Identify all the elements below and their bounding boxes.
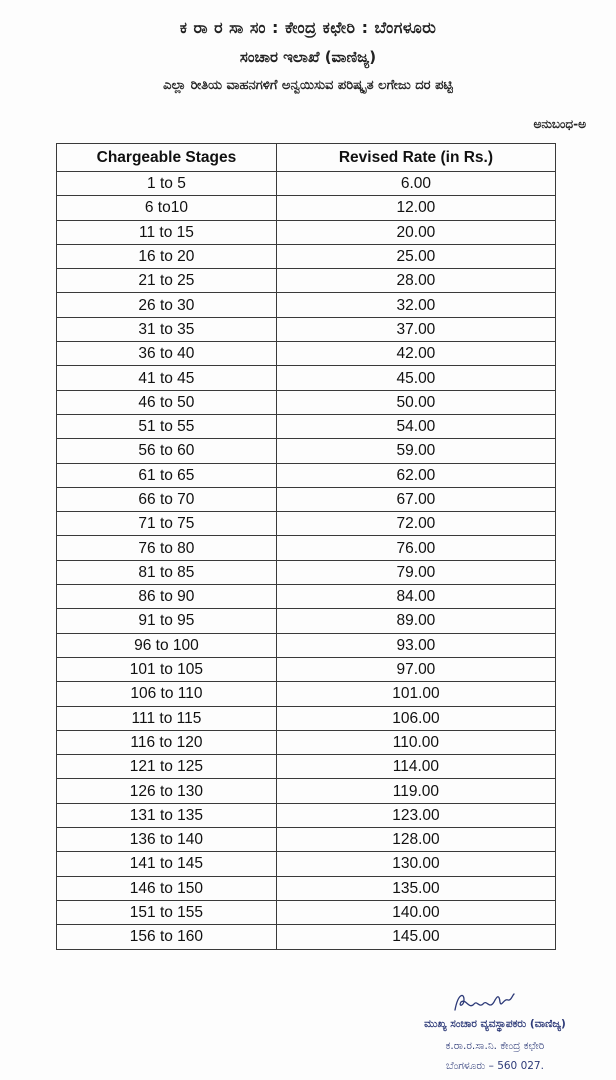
rate-cell: 28.00	[276, 269, 555, 293]
stage-range-cell: 66 to 70	[57, 487, 277, 511]
signatory-office: ಕ.ರಾ.ರ.ಸಾ.ನಿ. ಕೇಂದ್ರ ಕಛೇರಿ	[445, 1040, 545, 1052]
rate-cell: 97.00	[276, 657, 555, 681]
table-row	[57, 172, 556, 196]
table-row	[57, 560, 556, 584]
stage-range-cell: 121 to 125	[57, 755, 277, 779]
stage-range-cell: 96 to 100	[57, 633, 277, 657]
rate-cell: 89.00	[276, 609, 555, 633]
rate-cell: 93.00	[276, 633, 555, 657]
signatory-designation: ಮುಖ್ಯ ಸಂಚಾರ ವ್ಯವಸ್ಥಾಪಕರು (ವಾಣಿಜ್ಯ)	[424, 1018, 566, 1030]
stage-range-cell: 86 to 90	[57, 585, 277, 609]
stage-range-cell: 51 to 55	[57, 414, 277, 438]
table-row	[57, 390, 556, 414]
stage-range-cell: 26 to 30	[57, 293, 277, 317]
stage-range-cell: 81 to 85	[57, 560, 277, 584]
rate-cell: 12.00	[276, 196, 555, 220]
stage-range-cell: 56 to 60	[57, 439, 277, 463]
signatory-city: ಬೆಂಗಳೂರು – 560 027.	[446, 1060, 544, 1072]
rate-cell: 72.00	[276, 512, 555, 536]
table-row	[57, 900, 556, 924]
table-row	[57, 633, 556, 657]
table-row	[57, 414, 556, 438]
table-row	[57, 293, 556, 317]
table-row	[57, 755, 556, 779]
table-row	[57, 657, 556, 681]
stage-range-cell: 126 to 130	[57, 779, 277, 803]
table-row	[57, 585, 556, 609]
stage-range-cell: 106 to 110	[57, 682, 277, 706]
rate-cell: 59.00	[276, 439, 555, 463]
rate-cell: 25.00	[276, 244, 555, 268]
rate-cell: 79.00	[276, 560, 555, 584]
annexure-label: ಅನುಬಂಧ-ಅ	[533, 117, 586, 131]
table-row	[57, 366, 556, 390]
stage-range-cell: 31 to 35	[57, 317, 277, 341]
rate-cell: 114.00	[276, 755, 555, 779]
table-row	[57, 463, 556, 487]
stage-range-cell: 36 to 40	[57, 342, 277, 366]
rate-cell: 135.00	[276, 876, 555, 900]
rate-cell: 119.00	[276, 779, 555, 803]
rate-cell: 20.00	[276, 220, 555, 244]
table-row	[57, 269, 556, 293]
table-row	[57, 706, 556, 730]
table-row	[57, 925, 556, 949]
stage-range-cell: 136 to 140	[57, 828, 277, 852]
stage-range-cell: 71 to 75	[57, 512, 277, 536]
rate-cell: 123.00	[276, 803, 555, 827]
rate-cell: 84.00	[276, 585, 555, 609]
luggage-rate-table	[56, 143, 556, 950]
rate-cell: 54.00	[276, 414, 555, 438]
column-header-stages: Chargeable Stages	[57, 144, 277, 172]
stage-range-cell: 101 to 105	[57, 657, 277, 681]
table-body	[57, 172, 556, 950]
stage-range-cell: 146 to 150	[57, 876, 277, 900]
column-header-rate: Revised Rate (in Rs.)	[276, 144, 555, 172]
rate-cell: 37.00	[276, 317, 555, 341]
table-row	[57, 803, 556, 827]
table-row	[57, 196, 556, 220]
stage-range-cell: 11 to 15	[57, 220, 277, 244]
table-row	[57, 609, 556, 633]
rate-cell: 6.00	[276, 172, 555, 196]
rate-cell: 45.00	[276, 366, 555, 390]
rate-cell: 62.00	[276, 463, 555, 487]
stage-range-cell: 41 to 45	[57, 366, 277, 390]
table-row	[57, 487, 556, 511]
stage-range-cell: 61 to 65	[57, 463, 277, 487]
table-row	[57, 439, 556, 463]
rate-cell: 67.00	[276, 487, 555, 511]
table-row	[57, 852, 556, 876]
stage-range-cell: 16 to 20	[57, 244, 277, 268]
table-row	[57, 342, 556, 366]
stage-range-cell: 131 to 135	[57, 803, 277, 827]
table-header-row	[57, 144, 556, 172]
stage-range-cell: 6 to10	[57, 196, 277, 220]
rate-cell: 76.00	[276, 536, 555, 560]
rate-cell: 128.00	[276, 828, 555, 852]
stage-range-cell: 111 to 115	[57, 706, 277, 730]
table-row	[57, 536, 556, 560]
table-row	[57, 876, 556, 900]
signature-scribble	[452, 990, 516, 1016]
rate-cell: 106.00	[276, 706, 555, 730]
table-row	[57, 244, 556, 268]
stage-range-cell: 46 to 50	[57, 390, 277, 414]
stage-range-cell: 156 to 160	[57, 925, 277, 949]
stage-range-cell: 1 to 5	[57, 172, 277, 196]
table-row	[57, 682, 556, 706]
org-title: ಕ ರಾ ರ ಸಾ ಸಂ : ಕೇಂದ್ರ ಕಛೇರಿ : ಬೆಂಗಳೂರು	[179, 18, 437, 37]
rate-cell: 101.00	[276, 682, 555, 706]
table-row	[57, 730, 556, 754]
document-title: ಎಲ್ಲಾ ರೀತಿಯ ವಾಹನಗಳಿಗೆ ಅನ್ವಯಿಸುವ ಪರಿಷ್ಕೃತ ಲಗೇಜು ದರ ಪಟ್ಟಿ	[163, 78, 453, 93]
stage-range-cell: 116 to 120	[57, 730, 277, 754]
table-row	[57, 828, 556, 852]
rate-cell: 50.00	[276, 390, 555, 414]
rate-cell: 110.00	[276, 730, 555, 754]
rate-cell: 145.00	[276, 925, 555, 949]
table-row	[57, 779, 556, 803]
stage-range-cell: 21 to 25	[57, 269, 277, 293]
stage-range-cell: 151 to 155	[57, 900, 277, 924]
stage-range-cell: 91 to 95	[57, 609, 277, 633]
stage-range-cell: 141 to 145	[57, 852, 277, 876]
department-title: ಸಂಚಾರ ಇಲಾಖೆ (ವಾಣಿಜ್ಯ)	[239, 48, 377, 66]
rate-cell: 140.00	[276, 900, 555, 924]
rate-cell: 32.00	[276, 293, 555, 317]
table-row	[57, 220, 556, 244]
table-row	[57, 317, 556, 341]
stage-range-cell: 76 to 80	[57, 536, 277, 560]
table-row	[57, 512, 556, 536]
rate-cell: 130.00	[276, 852, 555, 876]
rate-cell: 42.00	[276, 342, 555, 366]
